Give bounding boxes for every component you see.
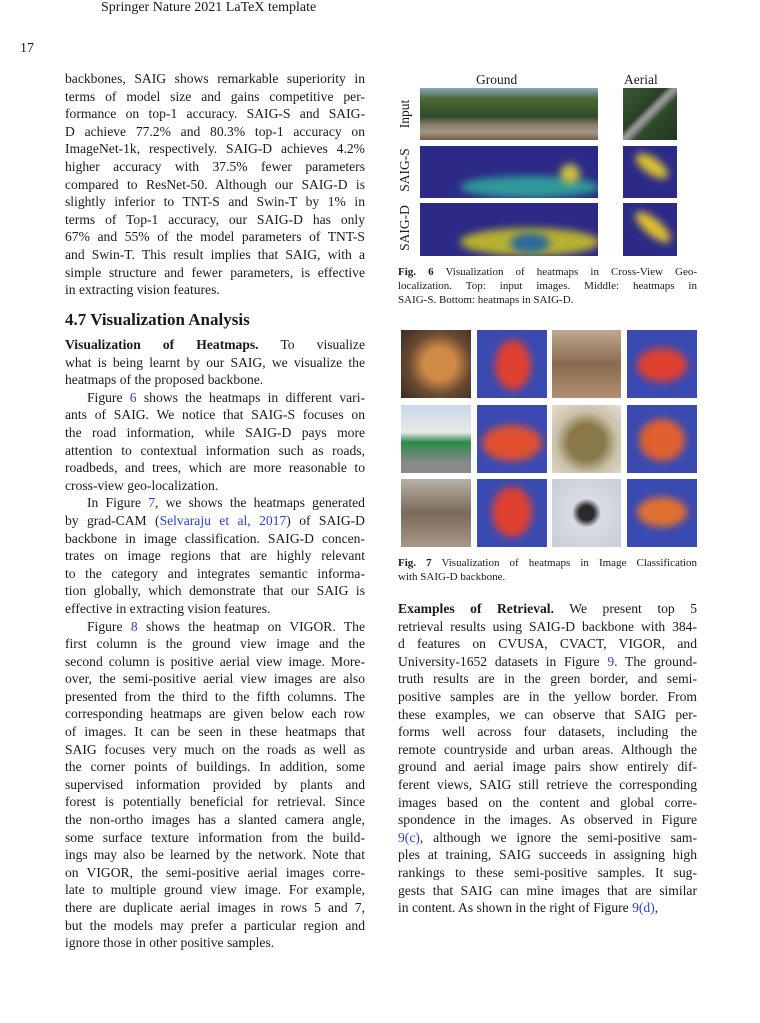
text-line bbox=[398, 882, 697, 900]
text-line bbox=[398, 846, 697, 864]
text-run: with SAIG-D backbone. bbox=[398, 571, 506, 583]
text-run: of images. It can be seen in these heatmaps that bbox=[65, 724, 365, 740]
text-run: the corner points of buildings. In addition, some bbox=[65, 759, 365, 775]
fig7-caption bbox=[398, 556, 697, 584]
fig7-airplane-heatmap bbox=[627, 479, 697, 547]
fig6-row-label-saig-d: SAIG-D bbox=[397, 205, 412, 251]
text-run: positive samples are in the yellow border. From bbox=[398, 688, 697, 704]
text-line bbox=[398, 829, 697, 847]
reference-link[interactable]: 7 bbox=[148, 495, 155, 511]
text-line bbox=[398, 265, 697, 279]
reference-link[interactable]: 9 bbox=[607, 653, 615, 669]
text-line bbox=[65, 123, 365, 141]
text-line bbox=[65, 512, 365, 530]
text-run: cross-view geo-localization. bbox=[65, 477, 219, 493]
text-line bbox=[65, 211, 365, 229]
bold-run-in: Fig. 7 bbox=[398, 557, 432, 569]
text-line bbox=[65, 670, 365, 688]
text-line bbox=[65, 934, 365, 952]
text-run: University-1652 datasets in Figure bbox=[398, 653, 608, 669]
text-run: d features on CVUSA, CVACT, VIGOR, and bbox=[398, 636, 697, 652]
text-line bbox=[65, 864, 365, 882]
text-line bbox=[65, 635, 365, 653]
text-line bbox=[65, 881, 365, 899]
bold-run-in: Examples of Retrieval. bbox=[398, 601, 554, 616]
text-run: shows the heatmaps in different vari- bbox=[136, 389, 366, 405]
fig7-airplane-image bbox=[552, 479, 621, 547]
fig6-ground-input-image bbox=[420, 88, 598, 140]
text-line bbox=[398, 653, 697, 671]
fig7-cat-image bbox=[401, 330, 471, 398]
fig6-caption bbox=[398, 265, 697, 307]
text-run: forest is potentially beneficial for retrieval. Since bbox=[65, 794, 365, 810]
text-line bbox=[398, 864, 697, 882]
text-run: simple structure and fewer parameters, is effective bbox=[65, 264, 365, 280]
fig7-elephant-heatmap bbox=[477, 479, 547, 547]
text-line bbox=[398, 570, 697, 584]
text-line bbox=[65, 424, 365, 442]
fig6-aerial-heatmap-saig-d bbox=[623, 203, 677, 256]
left-column-body bbox=[65, 336, 365, 952]
text-run: and Swin-T. This result implies that SAIG, with a bbox=[65, 246, 365, 262]
text-line bbox=[398, 688, 697, 706]
fig7-horse-heatmap bbox=[627, 330, 697, 398]
reference-link[interactable]: 9(c) bbox=[398, 829, 420, 845]
text-run: retrieval results using SAIG-D backbone with 384- bbox=[398, 618, 697, 634]
text-run: on VIGOR, the semi-positive aerial images corre- bbox=[65, 864, 365, 880]
section-heading: 4.7 Visualization Analysis bbox=[65, 310, 250, 329]
text-line bbox=[65, 530, 365, 548]
text-run: ings may also be learned by the network. Note that bbox=[65, 847, 365, 863]
text-line bbox=[65, 105, 365, 123]
text-line bbox=[398, 899, 697, 917]
text-run: what is being learnt by our SAIG, we visualize the bbox=[65, 354, 365, 370]
text-run: supervised information provided by plants and bbox=[65, 776, 365, 792]
text-line bbox=[398, 279, 697, 293]
text-line bbox=[398, 811, 697, 829]
fig6-row-label-saig-s: SAIG-S bbox=[397, 148, 412, 192]
text-run: there are duplicate aerial images in rows 5 and 7, bbox=[65, 900, 365, 915]
text-run: roadbeds, and trees, which are more reasonable to bbox=[65, 460, 365, 476]
reference-link[interactable]: Selvaraju et al, 2017 bbox=[159, 512, 287, 528]
text-run: these examples, we can observe that SAIG per- bbox=[398, 706, 697, 722]
text-run: slightly inferior to TNT-S and Swin-T by 1% in bbox=[65, 194, 365, 210]
text-run: We present top 5 bbox=[554, 601, 698, 616]
text-line bbox=[65, 758, 365, 776]
text-line bbox=[65, 459, 365, 477]
text-line bbox=[398, 758, 697, 776]
bold-run-in: Fig. 6 bbox=[398, 266, 434, 278]
text-line bbox=[65, 494, 365, 512]
text-line bbox=[65, 618, 365, 636]
text-line bbox=[65, 140, 365, 158]
fig7-horse-image bbox=[552, 330, 621, 398]
text-line bbox=[65, 406, 365, 424]
text-run: late to multiple ground view image. For example, bbox=[65, 882, 365, 898]
text-run: 67% and 55% of the model parameters of TNT-S bbox=[65, 229, 365, 245]
text-run: ples at training, SAIG succeeds in assigning high bbox=[398, 847, 697, 863]
text-run: presented from the third to the fifth columns. The bbox=[65, 688, 365, 704]
text-line bbox=[65, 371, 365, 389]
text-line bbox=[65, 228, 365, 246]
text-run: in content. As shown in the right of Figure bbox=[398, 900, 633, 916]
text-run: Visualization of heatmaps in Image Classification bbox=[431, 557, 697, 569]
text-run: but the models may prefer a particular region and bbox=[65, 917, 365, 933]
text-run: by grad-CAM ( bbox=[65, 512, 160, 528]
text-run: over, the semi-positive aerial view images are also bbox=[65, 671, 365, 687]
text-run: some surface texture information from the build- bbox=[65, 829, 365, 845]
text-line bbox=[65, 264, 365, 282]
fig6-col-label-ground: Ground bbox=[476, 72, 518, 87]
text-run: the road information, while SAIG-D pays more bbox=[65, 424, 365, 440]
text-run: trates on image regions that are highly relevant bbox=[65, 548, 365, 564]
fig7-bus-image bbox=[401, 405, 471, 473]
text-run: terms of Top-1 accuracy, our SAIG-D has only bbox=[65, 211, 365, 227]
text-line bbox=[65, 776, 365, 794]
bold-run-in: Visualization of Heatmaps. bbox=[65, 337, 259, 352]
text-run: SAIG-S. Bottom: heatmaps in SAIG-D. bbox=[398, 294, 574, 306]
text-line bbox=[65, 793, 365, 811]
text-line bbox=[398, 741, 697, 759]
text-line bbox=[65, 811, 365, 829]
text-run: heatmaps of the proposed backbone. bbox=[65, 372, 264, 388]
text-run: truth results are in the green border, and semi- bbox=[398, 671, 697, 687]
text-line bbox=[398, 706, 697, 724]
text-run: remote countryside and urban areas. Although the bbox=[398, 741, 697, 757]
text-run: ground and aerial image pairs show entirely dif- bbox=[398, 759, 697, 775]
text-line bbox=[398, 776, 697, 794]
text-run: To visualize bbox=[258, 337, 365, 352]
fig7-bus-heatmap bbox=[477, 405, 547, 473]
text-run: Figure bbox=[87, 618, 131, 634]
fig7-elephant-image bbox=[401, 479, 471, 547]
text-line bbox=[65, 389, 365, 407]
text-line bbox=[65, 281, 365, 299]
text-run: compared to ResNet-50. Although our SAIG-D is bbox=[65, 176, 365, 192]
text-run: effective in extracting vision features. bbox=[65, 600, 271, 616]
fig6-row-label-input: Input bbox=[397, 99, 412, 129]
running-header: Springer Nature 2021 LaTeX template bbox=[101, 0, 317, 15]
text-line bbox=[65, 600, 365, 618]
fig6-aerial-input-image bbox=[623, 88, 677, 140]
text-run: shows the heatmap on VIGOR. The bbox=[137, 618, 366, 634]
fig7-truck-image bbox=[552, 405, 621, 473]
text-line bbox=[65, 442, 365, 460]
text-line bbox=[398, 556, 697, 570]
text-line bbox=[398, 723, 697, 741]
text-run: , we shows the heatmaps generated bbox=[155, 495, 365, 511]
text-run: rankings to these semi-positive samples. It sug- bbox=[398, 864, 697, 880]
text-line bbox=[65, 688, 365, 706]
text-run: SAIG focuses very much on the roads as well as bbox=[65, 741, 365, 757]
text-line bbox=[65, 336, 365, 354]
text-line bbox=[398, 635, 697, 653]
text-run: . The ground- bbox=[614, 653, 698, 669]
text-line bbox=[65, 176, 365, 194]
text-run: formance on top-1 accuracy. SAIG-S and SAIG- bbox=[65, 106, 365, 122]
right-column-body bbox=[398, 600, 697, 917]
text-run: localization. Top: input images. Middle: heatmaps in bbox=[398, 280, 697, 292]
text-line bbox=[65, 917, 365, 935]
text-line bbox=[65, 246, 365, 264]
text-run: corresponding heatmaps are given below each row bbox=[65, 706, 365, 722]
text-run: ferent views, SAIG still retrieve the corresponding bbox=[398, 776, 697, 792]
text-line bbox=[65, 899, 365, 917]
text-run: attention to contextual information such as roads, bbox=[65, 442, 365, 458]
fig6-ground-heatmap-saig-s bbox=[420, 146, 598, 198]
text-line bbox=[398, 670, 697, 688]
page-number: 17 bbox=[20, 41, 34, 56]
fig6-ground-heatmap-saig-d bbox=[420, 203, 598, 256]
text-run: backbone in image classification. SAIG-D concen- bbox=[65, 530, 365, 546]
text-run: forms well across four datasets, including the bbox=[398, 724, 697, 740]
text-line bbox=[65, 846, 365, 864]
reference-link[interactable]: 8 bbox=[130, 618, 138, 634]
text-line bbox=[65, 653, 365, 671]
text-run: in extracting vision features. bbox=[65, 282, 220, 298]
text-line bbox=[65, 477, 365, 495]
reference-link[interactable]: 6 bbox=[129, 389, 137, 405]
text-run: In Figure bbox=[87, 495, 149, 511]
text-run: images based on the content and global corre- bbox=[398, 794, 697, 810]
text-line bbox=[65, 582, 365, 600]
text-line bbox=[65, 193, 365, 211]
text-run: D achieve 77.2% and 80.3% top-1 accuracy on bbox=[65, 123, 365, 139]
text-line bbox=[65, 829, 365, 847]
text-line bbox=[398, 618, 697, 636]
text-line bbox=[398, 600, 697, 618]
text-run: gests that SAIG can mine images that are similar bbox=[398, 882, 697, 898]
text-line bbox=[65, 547, 365, 565]
text-run: tion globally, which demonstrate that our SAIG is bbox=[65, 583, 365, 599]
text-run: ants of SAIG. We notice that SAIG-S focuses on bbox=[65, 407, 365, 423]
left-column-intro bbox=[65, 70, 365, 299]
text-line bbox=[398, 293, 697, 307]
text-line bbox=[65, 705, 365, 723]
fig7-cat-heatmap bbox=[477, 330, 547, 398]
text-line bbox=[65, 565, 365, 583]
text-line bbox=[65, 70, 365, 88]
text-run: spondence in the images. As observed in Figure bbox=[398, 812, 697, 828]
text-line bbox=[65, 158, 365, 176]
text-run: , although we ignore the semi-positive sam- bbox=[419, 829, 697, 845]
text-run: terms of model size and gains competitive per- bbox=[65, 88, 365, 104]
text-line bbox=[65, 741, 365, 759]
fig7-truck-heatmap bbox=[627, 405, 697, 473]
text-run: , bbox=[654, 900, 659, 916]
text-run: first column is the ground view image and the bbox=[65, 636, 365, 652]
text-run: ImageNet-1k, respectively. SAIG-D achieves 4.2% bbox=[65, 141, 365, 157]
reference-link[interactable]: 9(d) bbox=[632, 900, 655, 916]
text-line bbox=[65, 723, 365, 741]
text-run: ignore those in other positive samples. bbox=[65, 935, 275, 951]
text-line bbox=[398, 794, 697, 812]
text-line bbox=[65, 88, 365, 106]
text-line bbox=[65, 354, 365, 372]
text-run: ) of SAIG-D bbox=[286, 512, 365, 528]
text-run: Visualization of heatmaps in Cross-View Geo- bbox=[433, 266, 697, 278]
text-run: second column is positive aerial view image. More- bbox=[65, 653, 365, 669]
text-run: backbones, SAIG shows remarkable superiority in bbox=[65, 71, 365, 86]
fig6-col-label-aerial: Aerial bbox=[624, 72, 658, 87]
text-run: to the category and integrates semantic informa- bbox=[65, 565, 365, 581]
text-run: the non-ortho images has a slanted camera angle, bbox=[65, 812, 365, 828]
text-run: higher accuracy with 37.5% fewer parameters bbox=[65, 158, 365, 174]
text-run: Figure bbox=[87, 389, 130, 405]
fig6-aerial-heatmap-saig-s bbox=[623, 146, 677, 198]
